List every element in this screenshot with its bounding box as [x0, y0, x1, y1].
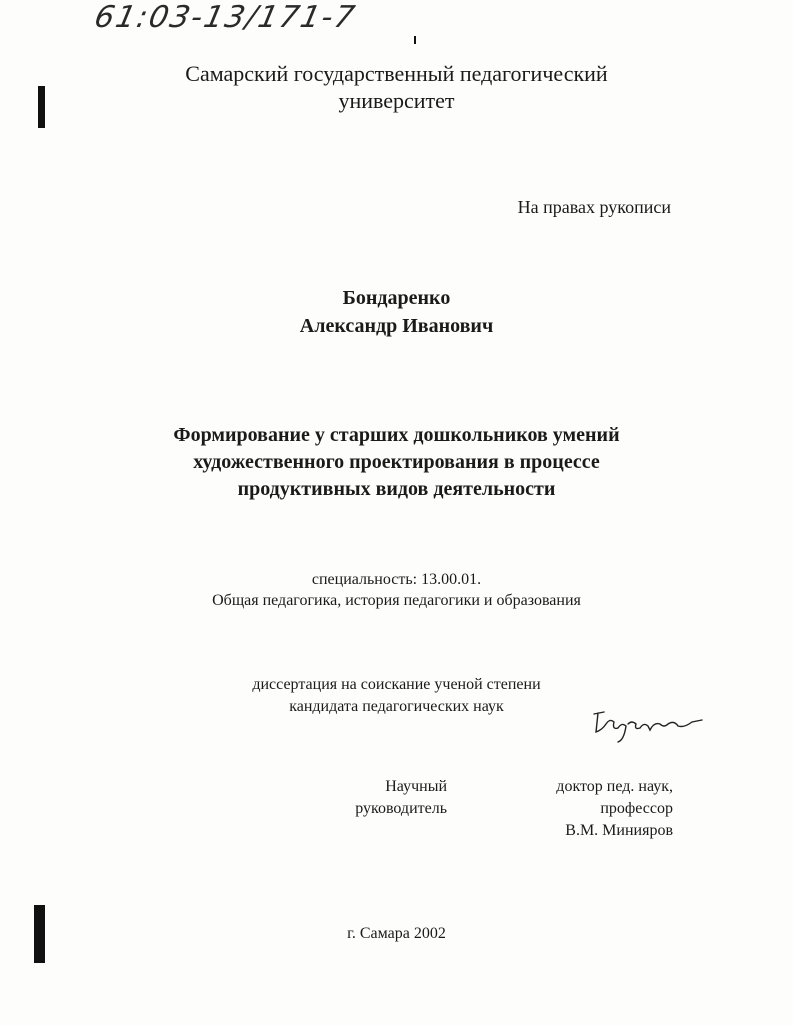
- author-signature: [588, 700, 713, 748]
- university-line-1: Самарский государственный педагогический: [185, 61, 608, 86]
- title-line-2: художественного проектирования в процессе: [193, 451, 600, 473]
- specialty-name: Общая педагогика, история педагогики и образования: [212, 592, 581, 609]
- title-line-1: Формирование у старших дошкольников умений: [173, 424, 620, 446]
- archive-number: 61:03-13/171-7: [91, 0, 360, 35]
- dissertation-title: [0, 422, 793, 503]
- city-year: г. Самара 2002: [347, 925, 446, 942]
- degree-line-2: кандидата педагогических наук: [289, 698, 504, 715]
- supervisor-label-line-2: руководитель: [355, 800, 447, 817]
- supervisor-degree: доктор пед. наук,: [556, 778, 673, 795]
- specialty-code: специальность: 13.00.01.: [311, 571, 482, 588]
- manuscript-rights: На правах рукописи: [517, 197, 671, 217]
- supervisor-label-line-1: Научный: [385, 778, 447, 795]
- supervisor-label: [355, 776, 447, 820]
- degree-line-1: диссертация на соискание ученой степени: [252, 676, 541, 693]
- author-surname: Бондаренко: [342, 287, 451, 309]
- scan-dot: [414, 36, 416, 44]
- supervisor-rank: профессор: [600, 800, 673, 817]
- specialty-block: [0, 569, 793, 611]
- author-given-names: Александр Иванович: [299, 315, 494, 337]
- title-line-3: продуктивных видов деятельности: [237, 478, 556, 500]
- supervisor-info: [556, 776, 673, 842]
- university-name: [0, 60, 793, 114]
- university-line-2: университет: [338, 88, 455, 113]
- supervisor-name: В.М. Минияров: [565, 822, 673, 839]
- author-block: [0, 284, 793, 340]
